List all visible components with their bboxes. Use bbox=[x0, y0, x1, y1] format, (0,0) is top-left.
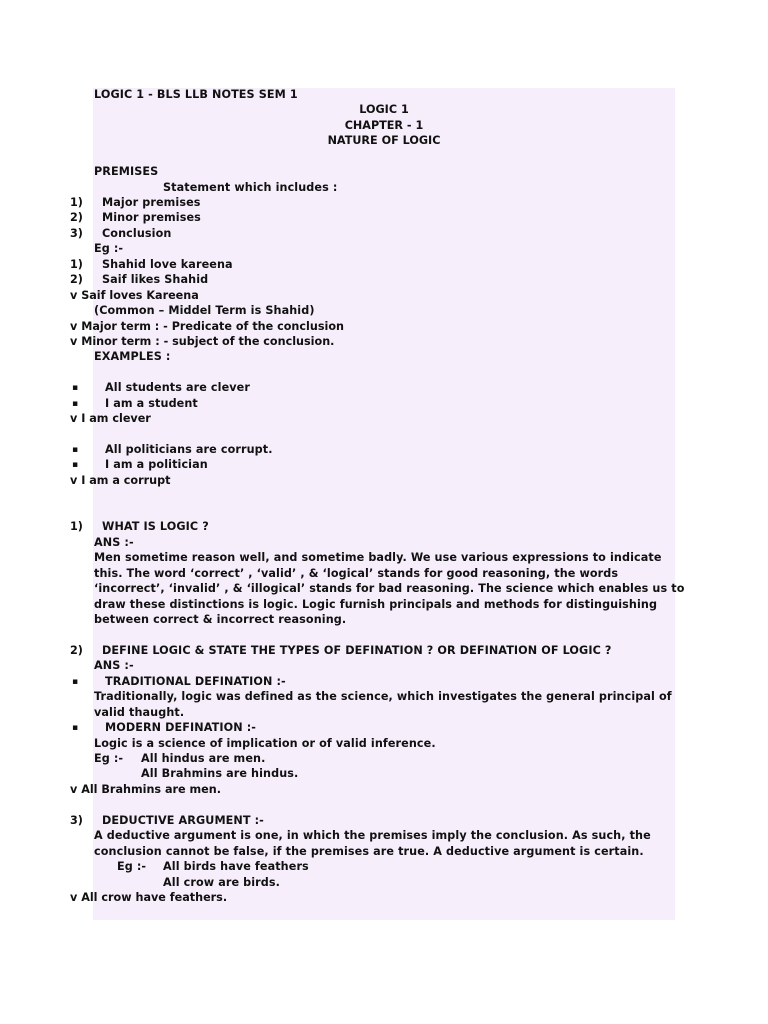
answer-line: draw these distinctions is logic. Logic furnish principals and methods for distinguishing bbox=[94, 598, 658, 611]
subheading-modern: MODERN DEFINATION :- bbox=[105, 721, 257, 734]
answer-line: A deductive argument is one, in which the premises imply the conclusion. As such, the bbox=[94, 829, 651, 842]
bullet-icon: ▪ bbox=[72, 723, 79, 733]
answer-line: Traditionally, logic was defined as the science, which investigates the general principal of bbox=[94, 690, 672, 703]
question-number: 2) bbox=[70, 644, 83, 657]
major-term-definition: v Major term : - Predicate of the conclusion bbox=[70, 320, 344, 333]
answer-line: Logic is a science of implication or of valid inference. bbox=[94, 737, 436, 750]
subject-title: LOGIC 1 bbox=[359, 103, 409, 116]
example-conclusion: v I am a corrupt bbox=[70, 474, 171, 487]
answer-label: ANS :- bbox=[94, 536, 134, 549]
eg-conclusion: v All Brahmins are men. bbox=[70, 783, 221, 796]
question-heading: DEFINE LOGIC & STATE THE TYPES OF DEFINATION ? OR DEFINATION OF LOGIC ? bbox=[102, 644, 612, 657]
answer-label: ANS :- bbox=[94, 659, 134, 672]
premise-number: 1) bbox=[70, 196, 83, 209]
example-premise: I am a politician bbox=[105, 458, 208, 471]
question-number: 1) bbox=[70, 520, 83, 533]
eg-line: All crow are birds. bbox=[163, 876, 281, 889]
premise-number: 2) bbox=[70, 211, 83, 224]
eg-line: All Brahmins are hindus. bbox=[141, 767, 299, 780]
eg-line: All birds have feathers bbox=[163, 860, 309, 873]
bullet-icon: ▪ bbox=[72, 445, 79, 455]
eg-item: Saif likes Shahid bbox=[102, 273, 209, 286]
premises-heading: PREMISES bbox=[94, 165, 159, 178]
document-title: LOGIC 1 - BLS LLB NOTES SEM 1 bbox=[94, 88, 298, 101]
answer-line: this. The word ‘correct’ , ‘valid’ , & ‘logical’ stands for good reasoning, the words bbox=[94, 567, 619, 580]
subheading-traditional: TRADITIONAL DEFINATION :- bbox=[105, 675, 286, 688]
eg-label: Eg :- bbox=[117, 860, 147, 873]
examples-heading: EXAMPLES : bbox=[94, 350, 171, 363]
chapter-number: CHAPTER - 1 bbox=[344, 119, 424, 132]
bullet-icon: ▪ bbox=[72, 677, 79, 687]
answer-line: ‘incorrect’, ‘invalid’ , & ‘illogical’ stands for bad reasoning. The science which enables us to bbox=[94, 582, 685, 595]
premise-item: Conclusion bbox=[102, 227, 172, 240]
eg-item: Shahid love kareena bbox=[102, 258, 233, 271]
premises-eg-label: Eg :- bbox=[94, 242, 124, 255]
eg-number: 2) bbox=[70, 273, 83, 286]
example-premise: I am a student bbox=[105, 397, 198, 410]
bullet-icon: ▪ bbox=[72, 399, 79, 409]
eg-number: 1) bbox=[70, 258, 83, 271]
question-heading: WHAT IS LOGIC ? bbox=[102, 520, 209, 533]
answer-line: Men sometime reason well, and sometime badly. We use various expressions to indicate bbox=[94, 551, 662, 564]
eg-conclusion: v All crow have feathers. bbox=[70, 891, 228, 904]
eg-line: All hindus are men. bbox=[141, 752, 266, 765]
example-premise: All politicians are corrupt. bbox=[105, 443, 273, 456]
example-premise: All students are clever bbox=[105, 381, 250, 394]
example-conclusion: v I am clever bbox=[70, 412, 151, 425]
answer-line: conclusion cannot be false, if the premises are true. A deductive argument is certain. bbox=[94, 845, 644, 858]
eg-conclusion: v Saif loves Kareena bbox=[70, 289, 199, 302]
eg-label: Eg :- bbox=[94, 752, 124, 765]
chapter-title: NATURE OF LOGIC bbox=[327, 134, 441, 147]
minor-term-definition: v Minor term : - subject of the conclusion. bbox=[70, 335, 335, 348]
question-heading: DEDUCTIVE ARGUMENT :- bbox=[102, 814, 264, 827]
question-number: 3) bbox=[70, 814, 83, 827]
premises-intro: Statement which includes : bbox=[163, 181, 338, 194]
bullet-icon: ▪ bbox=[72, 383, 79, 393]
premise-item: Minor premises bbox=[102, 211, 201, 224]
answer-line: between correct & incorrect reasoning. bbox=[94, 613, 347, 626]
premise-number: 3) bbox=[70, 227, 83, 240]
common-term-note: (Common – Middel Term is Shahid) bbox=[94, 304, 315, 317]
premise-item: Major premises bbox=[102, 196, 201, 209]
bullet-icon: ▪ bbox=[72, 460, 79, 470]
answer-line: valid thaught. bbox=[94, 706, 185, 719]
